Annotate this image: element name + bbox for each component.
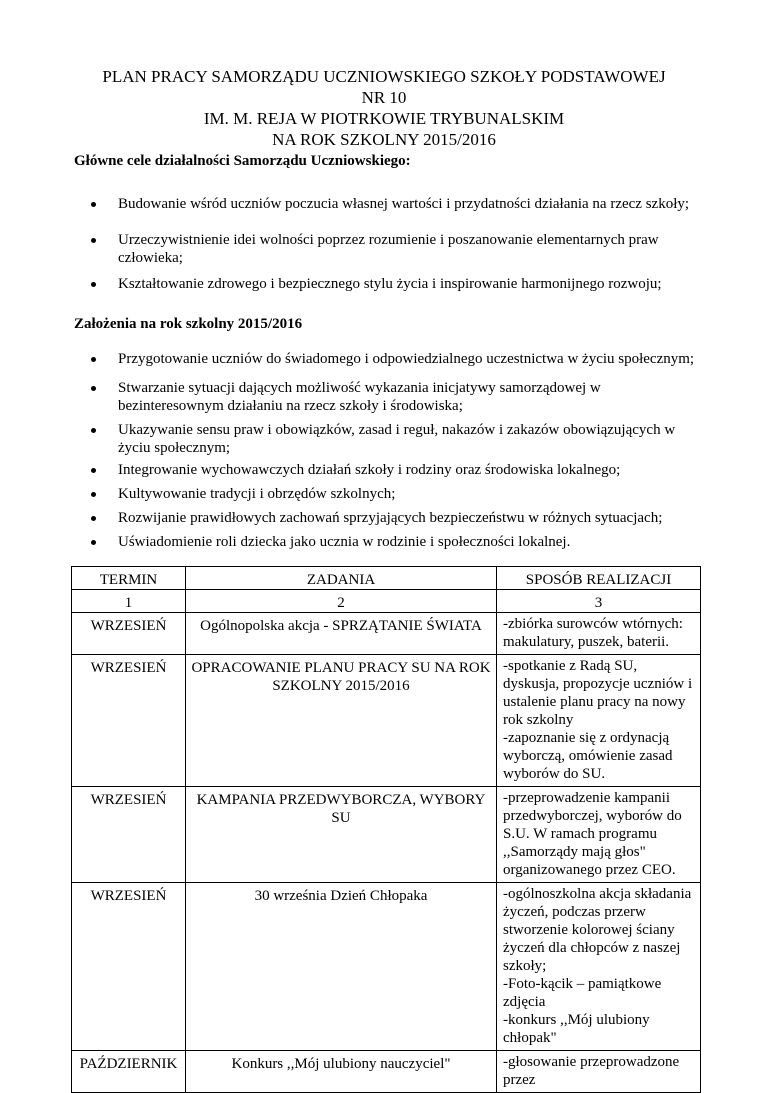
zadanie-cell: Konkurs ,,Mój ulubiony nauczyciel": [186, 1051, 497, 1093]
assumption-item: Ukazywanie sensu praw i obowiązków, zasad i reguł, nakazów i zakazów obowiązujących w życiu społecznym;: [118, 421, 708, 457]
column-number: 1: [72, 590, 186, 613]
termin-cell: WRZESIEŃ: [72, 787, 186, 883]
column-number: 3: [497, 590, 701, 613]
zadanie-cell: KAMPANIA PRZEDWYBORCZA, WYBORY SU: [186, 787, 497, 883]
goals-heading: Główne cele działalności Samorządu Uczniowskiego:: [74, 153, 411, 169]
goal-item: Kształtowanie zdrowego i bezpiecznego stylu życia i inspirowanie harmonijnego rozwoju;: [118, 275, 708, 293]
header-zadania: ZADANIA: [186, 567, 497, 590]
sposob-cell: -przeprowadzenie kampanii przedwyborczej, wyborów do S.U. W ramach programu ,,Samorządy mają głos" organizowanego przez CEO.: [497, 787, 701, 883]
bullet-icon: [91, 386, 96, 391]
bullet-icon: [91, 468, 96, 473]
sposob-cell: -spotkanie z Radą SU, dyskusja, propozycje uczniów i ustalenie planu pracy na nowy rok szkolny -zapoznanie się z ordynacją wyborczą, omówienie zasad wyborów do SU.: [497, 655, 701, 787]
header-sposob: SPOSÓB REALIZACJI: [497, 567, 701, 590]
termin-cell: WRZESIEŃ: [72, 883, 186, 1051]
termin-cell: WRZESIEŃ: [72, 655, 186, 787]
document-title: [0, 66, 768, 150]
plan-table: [71, 566, 701, 1093]
bullet-icon: [91, 516, 96, 521]
table-header-row: [72, 567, 701, 590]
table-row: [72, 655, 701, 787]
bullet-icon: [91, 492, 96, 497]
assumption-item: Stwarzanie sytuacji dających możliwość wykazania inicjatywy samorządowej w bezinteresownym działaniu na rzecz szkoły i środowiska;: [118, 379, 708, 415]
termin-cell: PAŹDZIERNIK: [72, 1051, 186, 1093]
sposob-cell: -ogólnoszkolna akcja składania życzeń, podczas przerw stworzenie kolorowej ściany życzeń dla chłopców z naszej szkoły; -Foto-kącik – pamiątkowe zdjęcia -konkurs ,,Mój ulubiony chłopak": [497, 883, 701, 1051]
zadanie-cell: OPRACOWANIE PLANU PRACY SU NA ROK SZKOLNY 2015/2016: [186, 655, 497, 787]
bullet-icon: [91, 540, 96, 545]
title-line-1: PLAN PRACY SAMORZĄDU UCZNIOWSKIEGO SZKOŁY PODSTAWOWEJ: [102, 67, 666, 86]
goal-item: Budowanie wśród uczniów poczucia własnej wartości i przydatności działania na rzecz szkoły;: [118, 195, 708, 213]
title-line-2: NR 10: [361, 88, 407, 107]
table-row: [72, 787, 701, 883]
table-number-row: [72, 590, 701, 613]
assumption-item: Integrowanie wychowawczych działań szkoły i rodziny oraz środowiska lokalnego;: [118, 461, 708, 479]
title-line-4: NA ROK SZKOLNY 2015/2016: [272, 130, 496, 149]
assumption-item: Kultywowanie tradycji i obrzędów szkolnych;: [118, 485, 708, 503]
zadanie-cell: Ogólnopolska akcja - SPRZĄTANIE ŚWIATA: [186, 613, 497, 655]
sposob-cell: -głosowanie przeprowadzone przez: [497, 1051, 701, 1093]
assumption-item: Rozwijanie prawidłowych zachowań sprzyjających bezpieczeństwu w różnych sytuacjach;: [118, 509, 708, 527]
title-line-3: IM. M. REJA W PIOTRKOWIE TRYBUNALSKIM: [203, 109, 565, 128]
termin-cell: WRZESIEŃ: [72, 613, 186, 655]
assumption-item: Uświadomienie roli dziecka jako ucznia w rodzinie i społeczności lokalnej.: [118, 533, 708, 551]
goal-item: Urzeczywistnienie idei wolności poprzez rozumienie i poszanowanie elementarnych praw człowieka;: [118, 231, 708, 267]
table-row: [72, 883, 701, 1051]
bullet-icon: [91, 357, 96, 362]
assumptions-heading: Założenia na rok szkolny 2015/2016: [74, 316, 303, 332]
table-row: [72, 1051, 701, 1093]
zadanie-cell: 30 września Dzień Chłopaka: [186, 883, 497, 1051]
sposob-cell: -zbiórka surowców wtórnych: makulatury, puszek, baterii.: [497, 613, 701, 655]
bullet-icon: [91, 202, 96, 207]
header-termin: TERMIN: [72, 567, 186, 590]
bullet-icon: [91, 282, 96, 287]
table-row: [72, 613, 701, 655]
bullet-icon: [91, 428, 96, 433]
assumption-item: Przygotowanie uczniów do świadomego i odpowiedzialnego uczestnictwa w życiu społecznym;: [118, 350, 708, 368]
bullet-icon: [91, 238, 96, 243]
column-number: 2: [186, 590, 497, 613]
